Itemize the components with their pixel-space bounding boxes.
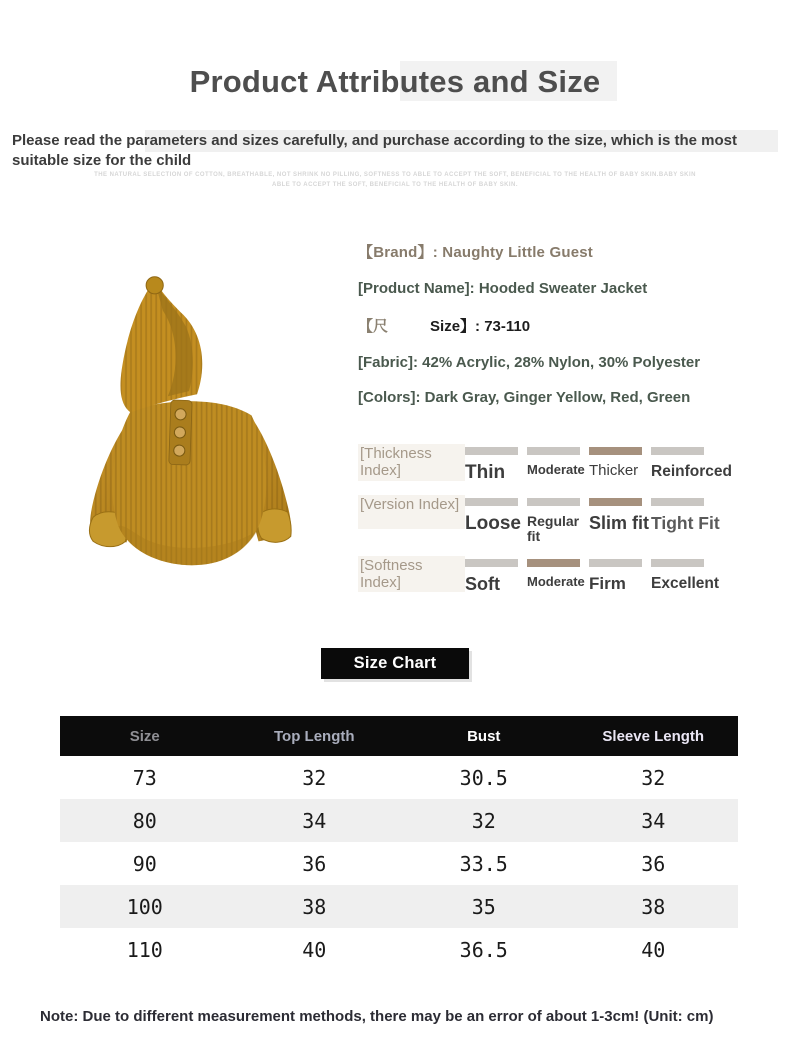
table-row: [60, 842, 738, 885]
table-cell: 80: [132, 808, 157, 833]
table-row: [60, 928, 738, 971]
thickness-index-label: [Thickness Index]: [358, 444, 465, 481]
option-label: Reinforced: [651, 463, 732, 480]
index-bar: [651, 559, 704, 567]
index-bar: [651, 447, 704, 455]
index-bar: [465, 498, 518, 506]
size-line-cjk-prefix: 【尺: [358, 318, 389, 335]
size-line-value: Size】: 73-110: [430, 318, 531, 335]
option-label: Excellent: [651, 574, 720, 592]
table-cell: 34: [641, 808, 666, 833]
size-chart-table: [60, 716, 738, 971]
option-label: Loose: [465, 512, 521, 534]
thickness-option-thicker: [589, 444, 651, 480]
table-row: [60, 885, 738, 928]
column-header-bust: Bust: [467, 727, 501, 745]
index-bar: [465, 447, 518, 455]
page-subtitle: Please read the parameters and sizes carefully, and purchase according to the size, which is the most suitable size for the child: [12, 132, 737, 170]
table-cell: 35: [471, 894, 496, 919]
softness-option-excellent: [651, 556, 721, 592]
index-bar: [589, 559, 642, 567]
thickness-option-reinforced: [651, 444, 732, 480]
table-cell: 32: [302, 765, 327, 790]
table-cell: 40: [302, 937, 327, 962]
product-info: [358, 241, 783, 424]
product-name-line: [Product Name]: Hooded Sweater Jacket: [358, 280, 648, 297]
option-label: Slim fit: [589, 512, 650, 533]
table-cell: 30.5: [459, 765, 508, 790]
option-label: Firm: [589, 573, 626, 593]
option-label: Soft: [465, 573, 500, 594]
index-bar-highlighted: [589, 498, 642, 506]
version-index-row: [358, 495, 783, 545]
table-cell: 40: [641, 937, 666, 962]
index-bar-highlighted: [527, 559, 580, 567]
table-cell: 90: [132, 851, 157, 876]
table-cell: 36: [641, 851, 666, 876]
index-bar: [527, 498, 580, 506]
option-label: Moderate: [527, 462, 585, 477]
table-cell: 36: [302, 851, 327, 876]
size-chart-badge: Size Chart: [321, 648, 469, 679]
table-cell: 32: [471, 808, 496, 833]
column-header-sleeve-length: Sleeve Length: [602, 727, 705, 745]
softness-option-soft: [465, 556, 527, 595]
softness-option-firm: [589, 556, 651, 594]
product-photo-sweater: [68, 272, 320, 590]
brand-line: 【Brand】: Naughty Little Guest: [358, 244, 593, 261]
table-cell: 38: [302, 894, 327, 919]
size-line: [358, 315, 783, 336]
colors-line: [Colors]: Dark Gray, Ginger Yellow, Red, Green: [358, 389, 691, 406]
index-bar: [465, 559, 518, 567]
fine-print-line1: THE NATURAL SELECTION OF COTTON, BREATHABLE, NOT SHRINK NO PILLING, SOFTNESS TO ABLE TO ACCEPT THE SOFT, BENEFICIAL TO THE HEALTH OF BABY SKIN.BABY SKIN: [94, 172, 696, 178]
measurement-note: Note: Due to different measurement methods, there may be an error of about 1-3cm! (Unit: cm): [40, 1008, 714, 1025]
size-chart-header-row: [60, 716, 738, 756]
table-cell: 36.5: [459, 937, 508, 962]
softness-index-row: [358, 556, 783, 595]
version-index-label: [Version Index]: [358, 495, 465, 529]
column-header-top-length: Top Length: [273, 727, 355, 745]
fabric-line: [Fabric]: 42% Acrylic, 28% Nylon, 30% Polyester: [358, 354, 701, 371]
index-bar: [527, 447, 580, 455]
index-bar: [651, 498, 704, 506]
option-label: Regular fit: [527, 512, 580, 545]
table-row: [60, 756, 738, 799]
table-cell: 32: [641, 765, 666, 790]
version-option-regular-fit: [527, 495, 589, 545]
table-cell: 73: [132, 765, 157, 790]
softness-index-label: [Softness Index]: [358, 556, 465, 593]
thickness-index-row: [358, 444, 783, 484]
thickness-option-moderate: [527, 444, 589, 477]
option-label: Moderate: [527, 573, 585, 589]
page-title: Product Attributes and Size: [189, 64, 601, 99]
attribute-index-section: [358, 444, 783, 605]
table-cell: 33.5: [459, 851, 508, 876]
table-cell: 34: [302, 808, 327, 833]
table-cell: 110: [126, 937, 163, 962]
table-cell: 100: [126, 894, 163, 919]
table-cell: 38: [641, 894, 666, 919]
fine-print-line2: ABLE TO ACCEPT THE SOFT, BENEFICIAL TO THE HEALTH OF BABY SKIN.: [272, 181, 518, 188]
thickness-option-thin: [465, 444, 527, 484]
version-option-tight-fit: [651, 495, 721, 533]
option-label: Thin: [465, 462, 506, 483]
index-bar-highlighted: [589, 447, 642, 455]
column-header-size: Size: [129, 727, 160, 745]
option-label: Tight Fit: [651, 512, 720, 533]
fine-print: [0, 171, 790, 190]
version-option-slim-fit: [589, 495, 651, 534]
version-option-loose: [465, 495, 527, 535]
option-label: Thicker: [589, 462, 639, 479]
softness-option-moderate: [527, 556, 589, 589]
table-row: [60, 799, 738, 842]
